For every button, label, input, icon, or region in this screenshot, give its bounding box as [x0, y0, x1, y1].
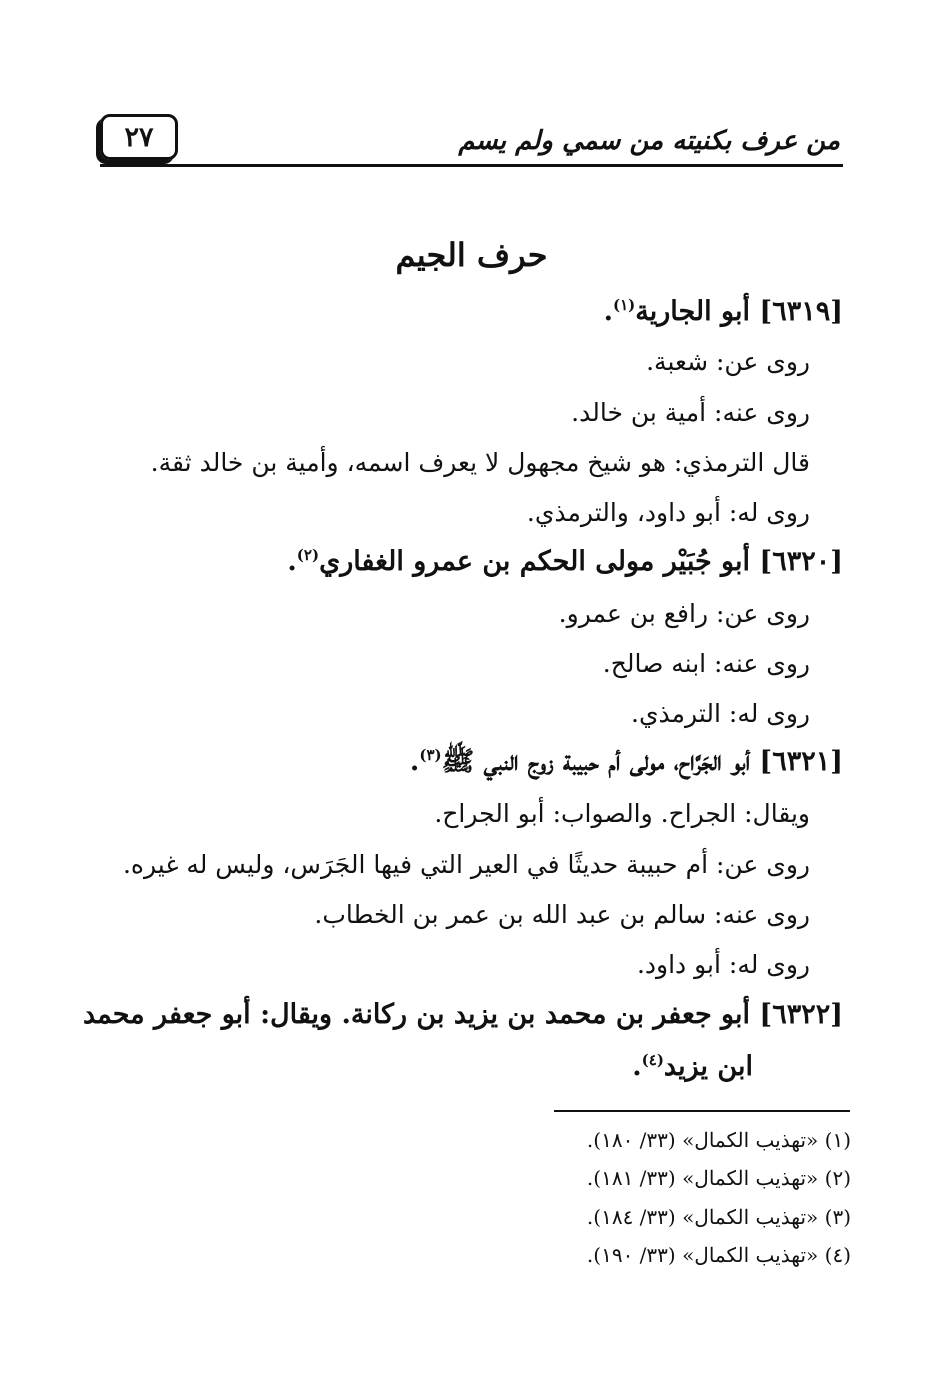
- footnote: (٤) «تهذيب الكمال» (٣٣/ ١٩٠).: [586, 1243, 851, 1267]
- footnote-ref: (٢): [296, 546, 320, 564]
- entry-line: روى له: الترمذي.: [631, 699, 810, 728]
- entry-line: روى عنه: سالم بن عبد الله بن عمر بن الخطاب.: [314, 900, 810, 929]
- entry-heading-end: .: [632, 1051, 642, 1082]
- entry-heading: [410, 745, 843, 779]
- entry-line: روى عن: رافع بن عمرو.: [558, 599, 810, 628]
- entry-heading-text: ابن يزيد: [663, 1051, 753, 1082]
- footnote: (٢) «تهذيب الكمال» (٣٣/ ١٨١).: [586, 1166, 851, 1190]
- entry-heading-text: [٦٣١٩] أبو الجارية: [635, 296, 843, 327]
- footnote-ref: (٤): [641, 1051, 664, 1069]
- section-heading: حرف الجيم: [395, 236, 548, 274]
- footnote-ref: (٣): [419, 746, 442, 764]
- entry-line: روى عن: شعبة.: [646, 347, 810, 376]
- entry-line: قال الترمذي: هو شيخ مجهول لا يعرف اسمه، وأمية بن خالد ثقة.: [150, 448, 810, 477]
- entry-heading-end: .: [287, 546, 297, 577]
- entry-line: روى عنه: أمية بن خالد.: [571, 398, 810, 427]
- running-header-title: من عرف بكنيته من سمي ولم يسم: [458, 126, 840, 156]
- entry-heading-end: .: [603, 296, 613, 327]
- entry-heading-text: [٦٣٢٠] أبو جُبَيْر مولى الحكم بن عمرو الغفاري: [319, 546, 843, 577]
- entry-heading-end: .: [409, 746, 420, 777]
- entry-line: روى عنه: ابنه صالح.: [602, 649, 810, 678]
- footnote: (١) «تهذيب الكمال» (٣٣/ ١٨٠).: [586, 1128, 851, 1152]
- header-divider: [100, 164, 843, 167]
- entry-heading: [٦٣٢٢] أبو جعفر بن محمد بن يزيد بن ركانة. ويقال: أبو جعفر محمد: [82, 999, 843, 1030]
- footnote-divider: [554, 1110, 850, 1112]
- entry-heading: [287, 545, 843, 579]
- entry-heading: [604, 295, 843, 329]
- entry-heading-continuation: [632, 1050, 753, 1084]
- entry-heading-text: [٦٣٢١] أبو الجَرَّاح، مولى أم حبيبة زوج النبي ﷺ: [441, 746, 843, 777]
- footnote: (٣) «تهذيب الكمال» (٣٣/ ١٨٤).: [586, 1205, 851, 1229]
- entry-line: روى له: أبو داود.: [636, 950, 810, 979]
- page-number: ٢٧: [100, 114, 178, 160]
- entry-line: ويقال: الجراح. والصواب: أبو الجراح.: [434, 799, 810, 828]
- entry-line: روى عن: أم حبيبة حديثًا في العير التي فيها الجَرَس، وليس له غيره.: [122, 850, 810, 879]
- footnote-ref: (١): [612, 296, 636, 314]
- entry-line: روى له: أبو داود، والترمذي.: [526, 498, 810, 527]
